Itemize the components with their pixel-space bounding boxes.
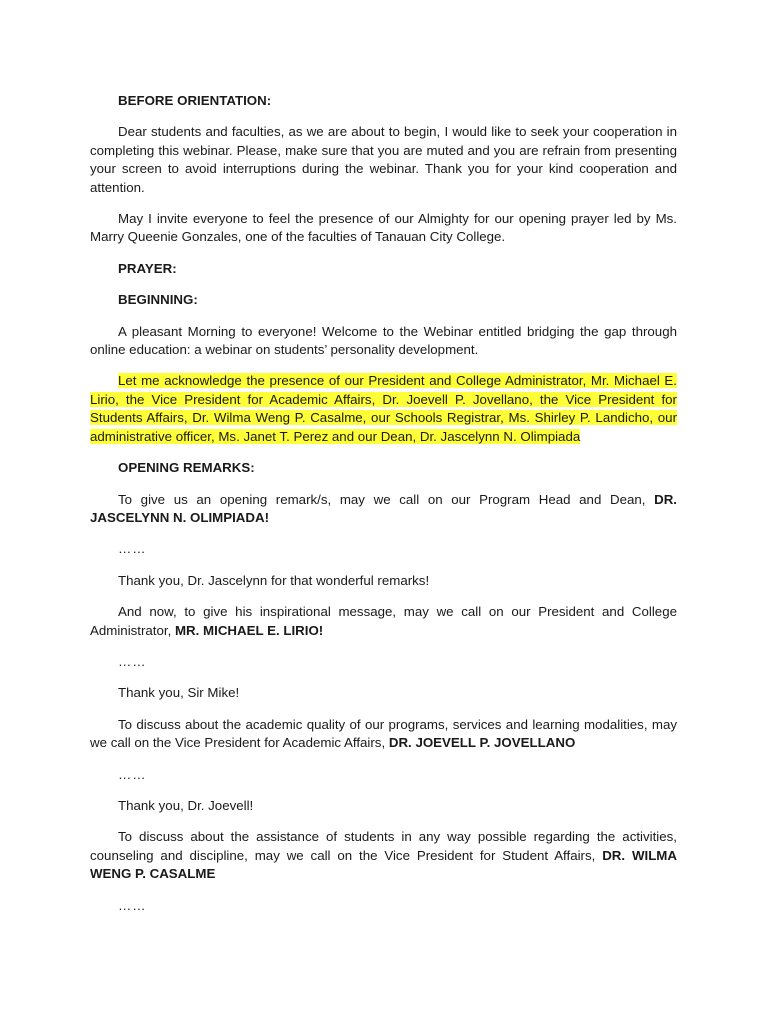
beginning-heading: BEGINNING:: [118, 292, 198, 308]
document-page: [90, 92, 677, 928]
prayer-invitation-paragraph: May I invite everyone to feel the presence of our Almighty for our opening prayer led by Ms. Marry Queenie Gonzales, one of the faculties of Tanauan City College.: [90, 211, 677, 245]
president-thanks: Thank you, Sir Mike!: [118, 685, 240, 701]
dean-call-paragraph: [90, 491, 677, 528]
president-call-text: And now, to give his inspirational message, may we call on our President and College Administrator,: [90, 604, 677, 638]
president-name: MR. MICHAEL E. LIRIO!: [174, 622, 324, 638]
ellipsis: ……: [118, 653, 147, 669]
ellipsis: ……: [118, 766, 147, 782]
cooperation-paragraph: Dear students and faculties, as we are about to begin, I would like to seek your cooperation in completing this webinar. Please, make sure that you are muted and you are refrain from presenting your screen to avoid interruptions during the webinar. Thank you for your kind cooperation and attention.: [90, 124, 677, 195]
ellipsis: ……: [118, 541, 147, 557]
acknowledgement-highlight: Let me acknowledge the presence of our President and College Administrator, Mr. Michael E. Lirio, the Vice President for Academic Affairs, Dr. Joevell P. Jovellano, the Vice President for Students Affairs, Dr. Wilma Weng P. Casalme, our Schools Registrar, Ms. Shirley P. Landicho, our administrative officer, Ms. Janet T. Perez and our Dean, Dr. Jascelynn N. Olimpiada: [90, 373, 677, 444]
acknowledgement-paragraph: [90, 372, 677, 446]
academic-vp-name: DR. JOEVELL P. JOVELLANO: [388, 735, 576, 751]
academic-vp-call-paragraph: [90, 716, 677, 753]
academic-vp-thanks: Thank you, Dr. Joevell!: [118, 797, 254, 813]
prayer-heading: PRAYER:: [118, 260, 177, 276]
dean-thanks: Thank you, Dr. Jascelynn for that wonderful remarks!: [118, 572, 430, 588]
welcome-paragraph: A pleasant Morning to everyone! Welcome to the Webinar entitled bridging the gap through online education: a webinar on students’ personality development.: [90, 323, 677, 358]
dean-call-text: To give us an opening remark/s, may we call on our Program Head and Dean,: [118, 491, 655, 507]
student-affairs-vp-name: DR. WILMA WENG P. CASALME: [90, 847, 677, 882]
student-affairs-vp-call-text: To discuss about the assistance of students in any way possible regarding the activities, counseling and discipline, may we call on the Vice President for Student Affairs,: [90, 829, 677, 863]
before-orientation-heading: BEFORE ORIENTATION:: [118, 93, 272, 108]
opening-remarks-heading: OPENING REMARKS:: [118, 460, 255, 476]
student-affairs-vp-call-paragraph: [90, 828, 677, 883]
president-call-paragraph: [90, 603, 677, 640]
dean-name: DR. JASCELYNN N. OLIMPIADA!: [90, 491, 677, 525]
ellipsis: ……: [118, 897, 147, 913]
academic-vp-call-text: To discuss about the academic quality of our programs, services and learning modalities, may we call on the Vice President for Academic Affairs,: [90, 716, 677, 751]
